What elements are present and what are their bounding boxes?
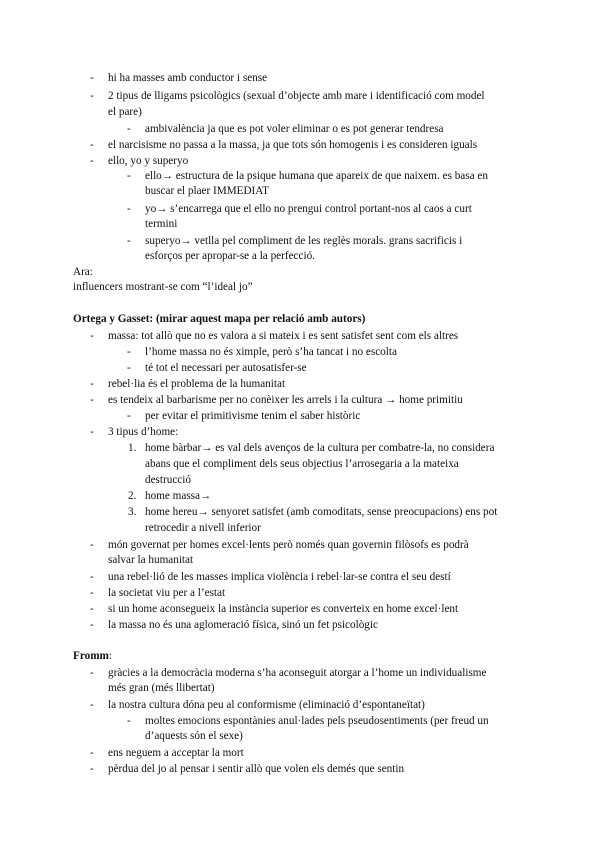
list-item: ambivalència ja que es pot voler eliminar o es pot generar tendresa bbox=[145, 123, 444, 135]
list-item-cont: buscar el plaer IMMEDIAT bbox=[145, 185, 269, 197]
bullet: - bbox=[90, 378, 94, 390]
list-item: rebel·lia és el problema de la humanitat bbox=[108, 378, 286, 390]
bullet: - bbox=[127, 123, 131, 135]
list-item: la massa no és una aglomeració física, sinó un fet psicològic bbox=[108, 619, 378, 631]
bullet: - bbox=[90, 330, 94, 342]
bullet: - bbox=[90, 699, 94, 711]
list-item: ello→ estructura de la psique humana que apareix de que naixem. es basa en bbox=[145, 170, 488, 182]
bullet: - bbox=[127, 235, 131, 247]
bullet: - bbox=[90, 587, 94, 599]
bullet: - bbox=[90, 571, 94, 583]
fromm-heading: Fromm bbox=[73, 650, 109, 662]
list-item: una rebel·lió de les masses implica violència i rebel·lar-se contra el seu destí bbox=[108, 571, 451, 583]
list-item: si un home aconsegueix la instància superior es converteix en home excel·lent bbox=[108, 603, 459, 615]
list-number: 3. bbox=[128, 506, 137, 518]
list-item-cont: destrucció bbox=[145, 474, 191, 486]
bullet: - bbox=[90, 72, 94, 84]
list-item-cont: retrocedir a nivell inferior bbox=[145, 522, 261, 534]
list-item-cont: més gran (més llibertat) bbox=[108, 682, 215, 694]
list-item: la societat viu per a l’estat bbox=[108, 587, 226, 599]
bullet: - bbox=[127, 410, 131, 422]
bullet: - bbox=[90, 619, 94, 631]
list-item: el narcisisme no passa a la massa, ja que tots són homogenis i es consideren iguals bbox=[108, 139, 478, 151]
bullet: - bbox=[90, 426, 94, 438]
list-number: 2. bbox=[128, 490, 137, 502]
bullet: - bbox=[90, 139, 94, 151]
list-item: superyo→ vetlla pel compliment de les reglès morals. grans sacrificis i bbox=[145, 235, 463, 247]
list-item-cont: abans que el compliment dels seus objectius l’arrosegaria a la mateixa bbox=[145, 458, 459, 470]
ara-text: influencers mostrant-se com “l’ideal jo” bbox=[73, 281, 253, 293]
bullet: - bbox=[90, 763, 94, 775]
list-item: hi ha masses amb conductor i sense bbox=[108, 72, 268, 84]
list-item: ens neguem a acceptar la mort bbox=[108, 747, 244, 759]
list-item-cont: el pare) bbox=[108, 106, 142, 118]
list-item: es tendeix al barbarisme per no conèixer les arrels i la cultura → home primitiu bbox=[108, 394, 463, 406]
list-item: yo→ s’encarrega que el ello no prengui control portant-nos al caos a curt bbox=[145, 203, 472, 215]
list-item: 2 tipus de lligams psicològics (sexual d’objecte amb mare i identificació com model bbox=[108, 90, 485, 102]
fromm-heading-row bbox=[73, 648, 112, 664]
fromm-colon: : bbox=[108, 650, 112, 662]
list-item: l’home massa no és ximple, però s’ha tancat i no escolta bbox=[145, 346, 397, 358]
list-item: home bàrbar→ es val dels avenços de la cultura per combatre-la, no considera bbox=[145, 442, 495, 454]
list-number: 1. bbox=[128, 442, 137, 454]
bullet: - bbox=[127, 203, 131, 215]
bullet: - bbox=[90, 747, 94, 759]
list-item-cont: termini bbox=[145, 218, 178, 230]
bullet: - bbox=[90, 667, 94, 679]
list-item: per evitar el primitivisme tenim el saber històric bbox=[145, 410, 361, 422]
bullet: - bbox=[90, 90, 94, 102]
list-item-cont: esforços per apropar-se a la perfecció. bbox=[145, 250, 315, 262]
bullet: - bbox=[127, 715, 131, 727]
bullet: - bbox=[127, 346, 131, 358]
list-item: 3 tipus d’home: bbox=[108, 426, 179, 438]
list-item: moltes emocions espontànies anul·lades pels pseudosentiments (per freud un bbox=[145, 715, 489, 727]
list-item: la nostra cultura dóna peu al conformisme (eliminació d’espontaneïtat) bbox=[108, 699, 425, 711]
bullet: - bbox=[127, 170, 131, 182]
list-item-cont: d’aquests són el sexe) bbox=[145, 730, 243, 742]
list-item: home massa→ bbox=[145, 490, 212, 502]
bullet: - bbox=[90, 155, 94, 167]
bullet: - bbox=[90, 603, 94, 615]
list-item: té tot el necessari per autosatisfer-se bbox=[145, 362, 307, 374]
ara-label: Ara: bbox=[73, 266, 93, 278]
bullet: - bbox=[90, 394, 94, 406]
list-item: ello, yo y superyo bbox=[108, 155, 189, 167]
list-item: home hereu→ senyoret satisfet (amb comoditats, sense preocupacions) ens pot bbox=[145, 506, 498, 518]
bullet: - bbox=[127, 362, 131, 374]
list-item: món governat per homes excel·lents però només quan governin filòsofs es podrà bbox=[108, 539, 469, 551]
ortega-heading: Ortega y Gasset: (mirar aquest mapa per relació amb autors) bbox=[73, 313, 366, 325]
list-item: pèrdua del jo al pensar i sentir allò que volen els demés que sentin bbox=[108, 763, 405, 775]
bullet: - bbox=[90, 539, 94, 551]
list-item: massa: tot allò que no es valora a si mateix i es sent satisfet sent com els altres bbox=[108, 330, 459, 342]
list-item: gràcies a la democràcia moderna s’ha aconseguit atorgar a l’home un individualisme bbox=[108, 667, 487, 679]
list-item-cont: salvar la humanitat bbox=[108, 554, 194, 566]
